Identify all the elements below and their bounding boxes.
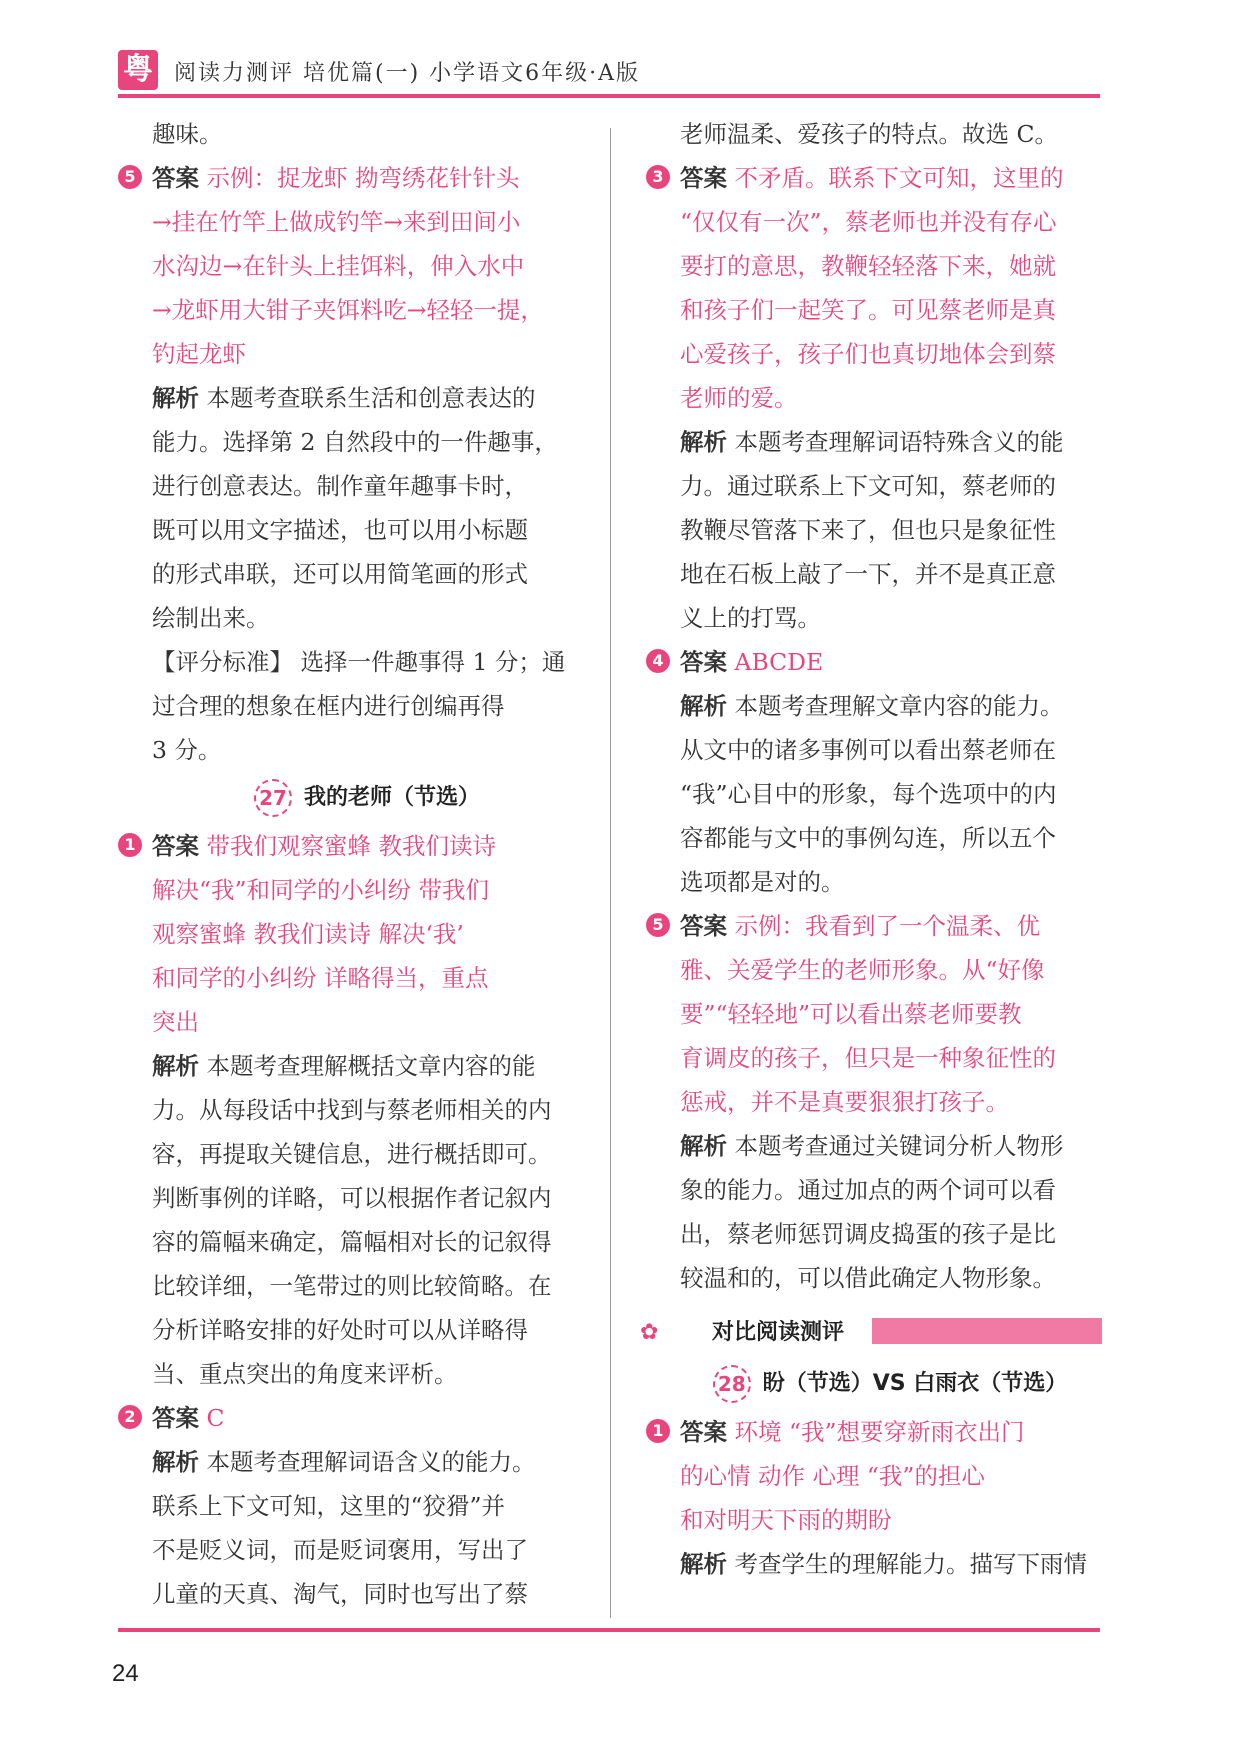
explain-line: 义上的打骂。 [680,604,821,632]
page-header [118,50,1100,96]
explain-line: 力。从每段话中找到与蔡老师相关的内 [152,1096,552,1124]
header-badge: 粤 [118,50,158,90]
section-number: 28 [713,1365,751,1403]
answer-label: 答案 [680,164,727,192]
text-line: 趣味。 [152,120,223,148]
answer-line: 不矛盾。联系下文可知，这里的 [734,164,1064,192]
answer-label: 答案 [152,832,199,860]
score-line: 【评分标准】 选择一件趣事得 1 分；通 [152,648,566,676]
explain-line: 从文中的诸多事例可以看出蔡老师在 [680,736,1056,764]
answer-line: 和对明天下雨的期盼 [680,1506,892,1534]
answer-block-4 [652,640,1100,684]
explain-line: 本题考查理解词语含义的能力。 [206,1448,536,1476]
explain-block-3 [680,420,1100,640]
section-heading-28 [680,1362,1100,1406]
explain-label: 解析 [152,384,199,412]
banner-title: 对比阅读测评 [712,1320,845,1345]
answer-line: 解决“我”和同学的小纠纷 带我们 [152,876,489,904]
answer-line: 要”“轻轻地”可以看出蔡老师要教 [680,1000,1022,1028]
left-column [124,112,582,1616]
section-title: 我的老师（节选） [303,785,480,810]
answer-line: “仅仅有一次”，蔡老师也并没有存心 [680,208,1057,236]
answer-line: 带我们观察蜜蜂 教我们读诗 [206,832,496,860]
section-title: 盼（节选）VS 白雨衣（节选） [762,1371,1068,1396]
explain-line: 容都能与文中的事例勾连，所以五个 [680,824,1056,852]
explain-label: 解析 [680,428,727,456]
explain-label: 解析 [680,1550,727,1578]
explain-line: 本题考查通过关键词分析人物形 [734,1132,1064,1160]
explain-line: 不是贬义词，而是贬词褒用，写出了 [152,1536,528,1564]
explain-line: 教鞭尽管落下来了，但也只是象征性 [680,516,1056,544]
answer-line: 惩戒，并不是真要狠狠打孩子。 [680,1088,1009,1116]
answer-line: →挂在竹竿上做成钓竿→来到田间小 [152,208,521,236]
explain-block-b1 [680,1542,1100,1586]
answer-line: 示例：我看到了一个温柔、优 [734,912,1040,940]
answer-line: →龙虾用大钳子夹饵料吃→轻轻一提， [152,296,544,324]
explain-line: 既可以用文字描述，也可以用小标题 [152,516,528,544]
answer-line: 环境 “我”想要穿新雨衣出门 [734,1418,1025,1446]
explain-line: 力。通过联系上下文可知，蔡老师的 [680,472,1056,500]
explain-line: 儿童的天真、淘气，同时也写出了蔡 [152,1580,528,1608]
explain-line: 象的能力。通过加点的两个词可以看 [680,1176,1056,1204]
banner-bar [872,1318,1102,1344]
answer-line: 和孩子们一起笑了。可见蔡老师是真 [680,296,1056,324]
footer-rule [118,1628,1100,1632]
answer-line: 示例：捉龙虾 拗弯绣花针针头 [206,164,520,192]
explain-line: 的形式串联，还可以用简笔画的形式 [152,560,528,588]
answer-line: 钓起龙虾 [152,340,246,368]
explain-label: 解析 [680,692,727,720]
explain-line: 能力。选择第 2 自然段中的一件趣事， [152,428,558,456]
answer-line: 育调皮的孩子，但只是一种象征性的 [680,1044,1056,1072]
question-number: 5 [118,165,142,189]
explain-line: 选项都是对的。 [680,868,845,896]
right-column [640,112,1100,1586]
answer-block-2 [124,1396,582,1440]
explain-line: 容，再提取关键信息，进行概括即可。 [152,1140,552,1168]
answer-value: ABCDE [734,648,824,676]
answer-block-b1 [652,1410,1100,1542]
explain-line: 判断事例的详略，可以根据作者记叙内 [152,1184,552,1212]
explain-line: 容的篇幅来确定，篇幅相对长的记叙得 [152,1228,552,1256]
explain-line: 本题考查理解词语特殊含义的能 [734,428,1064,456]
answer-block-5b [652,904,1100,1124]
score-line: 过合理的想象在框内进行创编再得 [152,692,505,720]
answer-block-3 [652,156,1100,420]
explain-line: 进行创意表达。制作童年趣事卡时， [152,472,528,500]
explain-line: 较温和的，可以借此确定人物形象。 [680,1264,1056,1292]
explain-line: 出，蔡老师惩罚调皮捣蛋的孩子是比 [680,1220,1056,1248]
answer-label: 答案 [680,912,727,940]
question-number: 5 [646,913,670,937]
answer-label: 答案 [152,164,199,192]
explain-line: 联系上下文可知，这里的“狡猾”并 [152,1492,506,1520]
flower-icon: ✿ [640,1320,659,1345]
explain-line: 考查学生的理解能力。描写下雨情 [734,1550,1087,1578]
answer-line: 老师的爱。 [680,384,798,412]
answer-value: C [206,1404,225,1432]
header-rule [118,94,1100,98]
answer-block-5 [124,156,582,376]
answer-line: 观察蜜蜂 教我们读诗 解决‘我’ [152,920,464,948]
answer-label: 答案 [680,1418,727,1446]
explain-block-5 [152,376,582,640]
answer-line: 水沟边→在针头上挂饵料，伸入水中 [152,252,525,280]
text-line: 老师温柔、爱孩子的特点。故选 C。 [680,120,1058,148]
answer-label: 答案 [680,648,727,676]
explain-line: 分析详略安排的好处时可以从详略得 [152,1316,528,1344]
question-number: 1 [118,833,142,857]
answer-line: 雅、关爱学生的老师形象。从“好像 [680,956,1045,984]
explain-label: 解析 [680,1132,727,1160]
scoring-standard [152,640,582,772]
explain-line: 地在石板上敲了一下，并不是真正意 [680,560,1056,588]
question-number: 4 [646,649,670,673]
explain-line: 绘制出来。 [152,604,270,632]
explain-line: 当、重点突出的角度来评析。 [152,1360,458,1388]
answer-line: 和同学的小纠纷 详略得当，重点 [152,964,489,992]
header-title: 阅读力测评 培优篇(一) 小学语文6年级·A版 [174,61,641,86]
explain-line: 本题考查理解文章内容的能力。 [734,692,1064,720]
explain-label: 解析 [152,1052,199,1080]
answer-label: 答案 [152,1404,199,1432]
answer-block-1 [124,824,582,1044]
question-number: 2 [118,1405,142,1429]
section-heading-27 [152,776,582,820]
explain-line: “我”心目中的形象，每个选项中的内 [680,780,1057,808]
explain-block-2 [152,1440,582,1616]
explain-block-4 [680,684,1100,904]
explain-block-5b [680,1124,1100,1300]
answer-line: 要打的意思，教鞭轻轻落下来，她就 [680,252,1056,280]
explain-line: 比较详细，一笔带过的则比较简略。在 [152,1272,552,1300]
section-banner [640,1308,1100,1358]
explain-block-1 [152,1044,582,1396]
explain-label: 解析 [152,1448,199,1476]
column-divider [610,128,611,1618]
question-number: 3 [646,165,670,189]
page-number: 24 [112,1660,139,1687]
score-line: 3 分。 [152,736,222,764]
section-number: 27 [254,779,292,817]
answer-line: 的心情 动作 心理 “我”的担心 [680,1462,985,1490]
answer-line: 突出 [152,1008,199,1036]
explain-line: 本题考查联系生活和创意表达的 [206,384,536,412]
explain-line: 本题考查理解概括文章内容的能 [206,1052,536,1080]
question-number: 1 [646,1419,670,1443]
answer-line: 心爱孩子，孩子们也真切地体会到蔡 [680,340,1056,368]
